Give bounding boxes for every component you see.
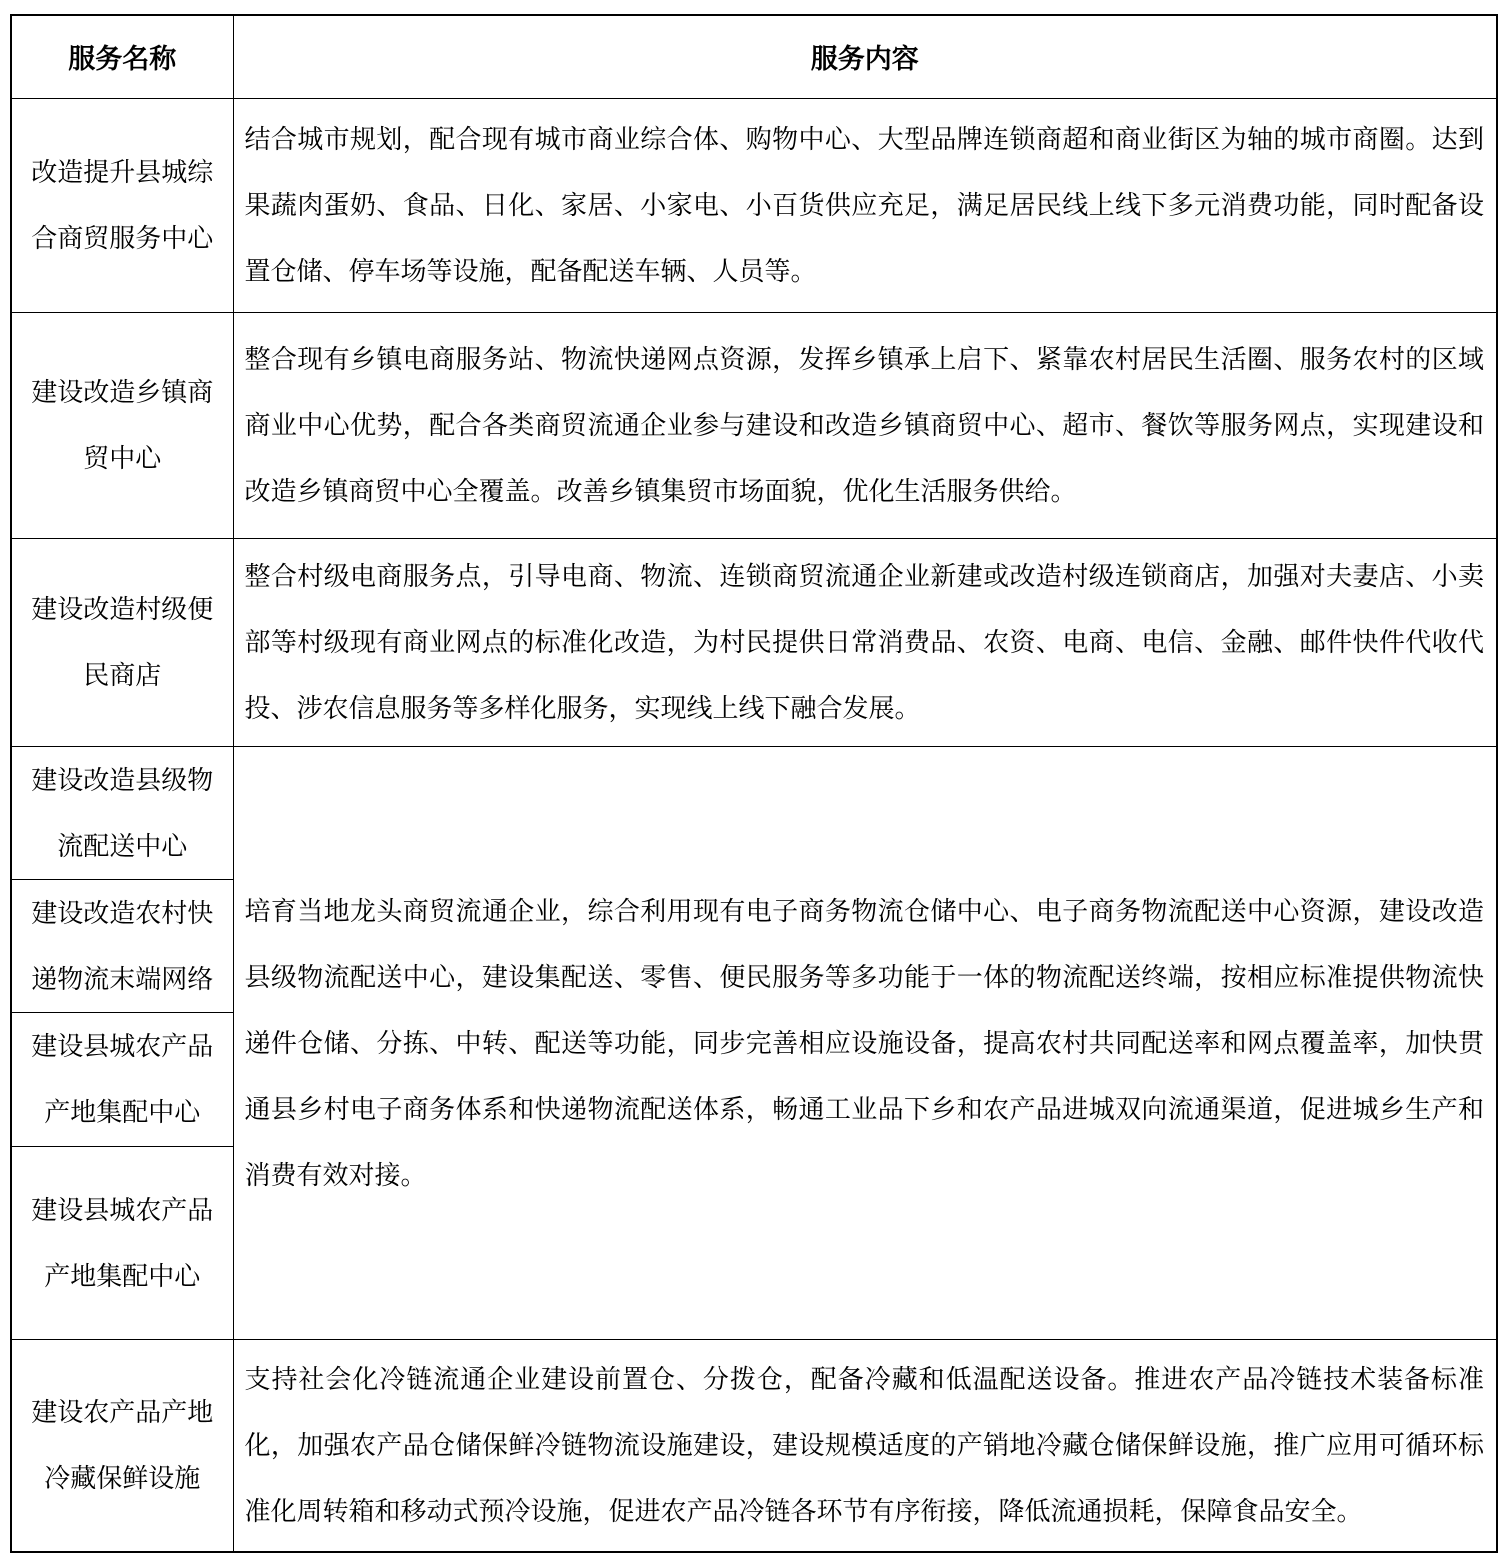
merged-service-content-cell: 培育当地龙头商贸流通企业，综合利用现有电子商务物流仓储中心、电子商务物流配送中心资源，建设改造县级物流配送中心，建设集配送、零售、便民服务等多功能于一体的物流配送终端，按相应标准提供物流快递件仓储、分拣、中转、配送等功能，同步完善相应设施设备，提高农村共同配送率和网点覆盖率，加快贯通县乡村电子商务体系和快递物流配送体系，畅通工业品下乡和农产品进城双向流通渠道，促进城乡生产和消费有效对接。 — [233, 746, 1497, 1339]
service-content-cell-3: 整合村级电商服务点，引导电商、物流、连锁商贸流通企业新建或改造村级连锁商店，加强对夫妻店、小卖部等村级现有商业网点的标准化改造，为村民提供日常消费品、农资、电商、电信、金融、邮件快件代收代投、涉农信息服务等多样化服务，实现线上线下融合发展。 — [233, 538, 1497, 746]
service-content-cell-2: 整合现有乡镇电商服务站、物流快递网点资源，发挥乡镇承上启下、紧靠农村居民生活圈、服务农村的区域商业中心优势，配合各类商贸流通企业参与建设和改造乡镇商贸中心、超市、餐饮等服务网点，实现建设和改造乡镇商贸中心全覆盖。改善乡镇集贸市场面貌，优化生活服务供给。 — [233, 312, 1497, 538]
service-name-cell-2: 建设改造乡镇商贸中心 — [11, 312, 233, 538]
table-row — [11, 98, 1497, 312]
service-table — [10, 14, 1498, 1553]
service-name-cell-8: 建设农产品产地冷藏保鲜设施 — [11, 1339, 233, 1552]
column-header-service-content: 服务内容 — [233, 15, 1497, 98]
service-content-cell-8: 支持社会化冷链流通企业建设前置仓、分拨仓，配备冷藏和低温配送设备。推进农产品冷链技术装备标准化，加强农产品仓储保鲜冷链物流设施建设，建设规模适度的产销地冷藏仓储保鲜设施，推广应用可循环标准化周转箱和移动式预冷设施，促进农产品冷链各环节有序衔接，降低流通损耗，保障食品安全。 — [233, 1339, 1497, 1552]
service-name-cell-1: 改造提升县城综合商贸服务中心 — [11, 98, 233, 312]
table-row — [11, 312, 1497, 538]
column-header-service-name: 服务名称 — [11, 15, 233, 98]
service-name-cell-7: 建设县城农产品产地集配中心 — [11, 1146, 233, 1339]
service-name-cell-5: 建设改造农村快递物流末端网络 — [11, 879, 233, 1012]
service-name-cell-6: 建设县城农产品产地集配中心 — [11, 1012, 233, 1146]
table-row — [11, 538, 1497, 746]
service-content-cell-1: 结合城市规划，配合现有城市商业综合体、购物中心、大型品牌连锁商超和商业街区为轴的城市商圈。达到果蔬肉蛋奶、食品、日化、家居、小家电、小百货供应充足，满足居民线上线下多元消费功能，同时配备设置仓储、停车场等设施，配备配送车辆、人员等。 — [233, 98, 1497, 312]
table-row — [11, 746, 1497, 879]
table-row — [11, 1339, 1497, 1552]
service-name-cell-3: 建设改造村级便民商店 — [11, 538, 233, 746]
table-header-row — [11, 15, 1497, 98]
service-name-cell-4: 建设改造县级物流配送中心 — [11, 746, 233, 879]
